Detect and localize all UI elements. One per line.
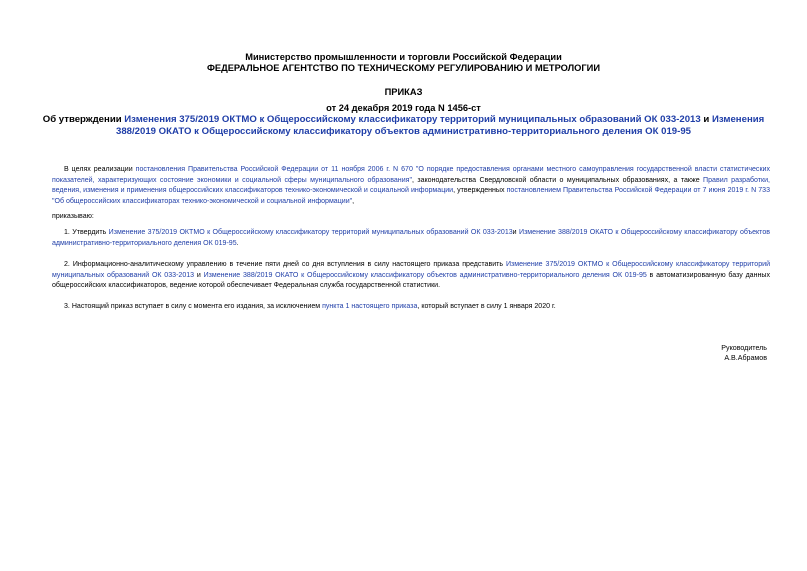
item2-link-oktmo[interactable]: Изменение 375/2019 ОКТМО к Общероссийскому классификатору территорий муниципальных образований ОК 033-2013 — [52, 261, 771, 279]
item-text: , который вступает в силу 1 января 2020 г. — [417, 303, 556, 310]
item-text: 1. Утвердить — [64, 229, 109, 236]
title-text: Об утверждении — [42, 114, 125, 125]
preamble-text: , утвержденных — [453, 187, 507, 194]
preamble-text: , законодательства Свердловской области о муниципальных образованиях, а также — [411, 176, 704, 184]
item-text: 3. Настоящий приказ вступает в силу с момента его издания, за исключением — [64, 303, 323, 310]
preamble-paragraph — [52, 165, 770, 207]
item-text: 2. Информационно-аналитическому управлению в течение пяти дней со дня вступления в силу настоящего приказа представить — [64, 261, 506, 268]
order-item-1 — [52, 228, 770, 249]
agency-name: ФЕДЕРАЛЬНОЕ АГЕНТСТВО ПО ТЕХНИЧЕСКОМУ РЕГУЛИРОВАНИЮ И МЕТРОЛОГИИ — [206, 63, 601, 73]
order-word: приказываю: — [52, 213, 94, 220]
document-type: ПРИКАЗ — [384, 87, 423, 97]
item-text: . — [236, 239, 239, 247]
preamble-link-rules[interactable]: Правил разработки, ведения, изменения и применения общероссийских классификаторов технико-экономической и социальной информации — [52, 176, 770, 194]
item-text: и — [512, 229, 520, 236]
document-date: от 24 декабря 2019 года N 1456-ст — [326, 103, 481, 113]
preamble-text: В целях реализации — [64, 166, 136, 173]
order-item-2 — [52, 260, 770, 292]
document-title — [30, 114, 777, 138]
order-item-3 — [52, 302, 770, 313]
title-text: и — [700, 114, 712, 125]
preamble-link-resolution-733[interactable]: постановлением Правительства Российской Федерации от 7 июня 2019 г. N 733 "Об общероссийских классификаторах технико-экономической и социальной информации" — [52, 187, 771, 205]
item1-link-oktmo[interactable]: Изменение 375/2019 ОКТМО к Общероссийскому классификатору территорий муниципальных образований ОК 033-2013 — [108, 229, 513, 236]
preamble-link-resolution-670[interactable]: постановления Правительства Российской Федерации от 11 ноября 2006 г. N 670 "О порядке предоставления органами местного самоуправления государственной власти статистических показателей, характеризующих состояние экономики и социальной сферы муниципального образования" — [52, 166, 770, 184]
ministry-name: Министерство промышленности и торговли Российской Федерации — [245, 52, 562, 62]
title-link-oktmo[interactable]: Изменения 375/2019 ОКТМО к Общероссийскому классификатору территорий муниципальных образований ОК 033-2013 — [124, 114, 701, 125]
item3-link-paragraph-1[interactable]: пункта 1 настоящего приказа — [322, 303, 418, 310]
item-text: и — [194, 271, 204, 279]
item1-link-okato[interactable]: Изменение 388/2019 ОКАТО к Общероссийскому классификатору объектов административно-территориального деления ОК 019-95 — [52, 229, 770, 247]
title-link-okato[interactable]: Изменения 388/2019 ОКАТО к Общероссийскому классификатору объектов административно-территориального деления ОК 019-95 — [115, 114, 765, 137]
item2-link-okato[interactable]: Изменение 388/2019 ОКАТО к Общероссийскому классификатору объектов административно-территориального деления ОК 019-95 — [203, 271, 647, 279]
signature-name: А.В.Абрамов — [724, 354, 767, 362]
item-text: в автоматизированную базу данных общероссийских классификаторов, ведение которой обеспечивает Федеральная служба государственной статистики. — [52, 271, 770, 289]
signature-position: Руководитель — [721, 344, 767, 352]
preamble-text: , — [352, 197, 355, 205]
